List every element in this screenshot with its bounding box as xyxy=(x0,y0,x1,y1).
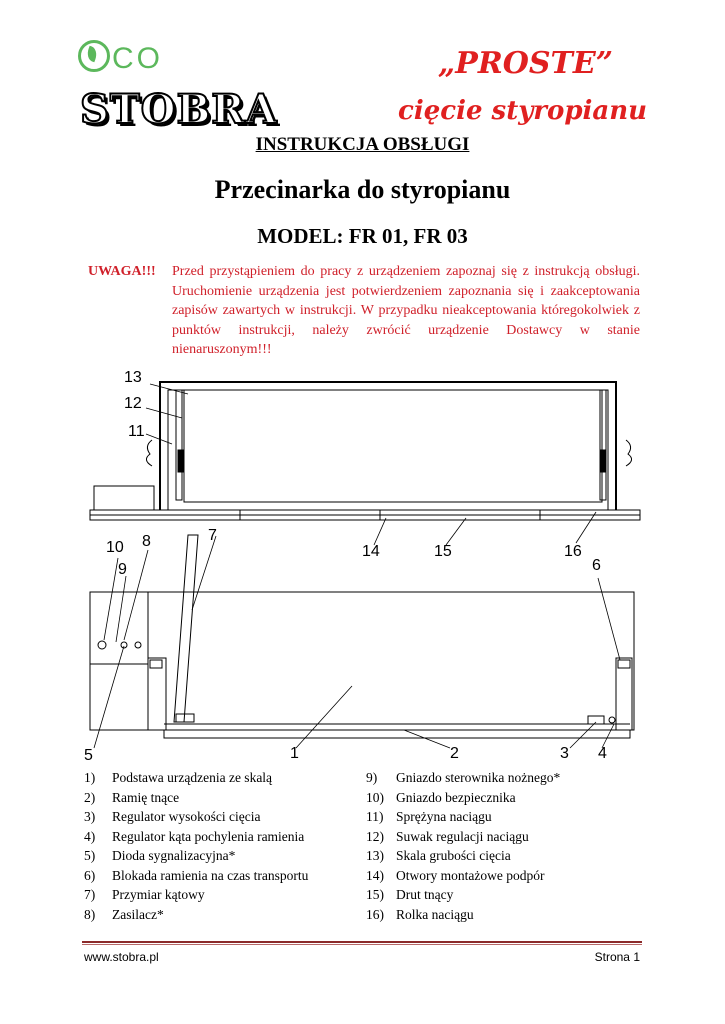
warning-lead: UWAGA!!! xyxy=(88,264,156,279)
device-diagram xyxy=(80,360,645,765)
side-view-drawing xyxy=(90,382,640,520)
list-item: 14) Otwory montażowe podpór xyxy=(366,867,545,883)
footer-url: www.stobra.pl xyxy=(84,950,159,964)
eco-logo-text: CO xyxy=(112,42,163,75)
parts-list-right xyxy=(366,768,560,924)
label-4: 4 xyxy=(598,745,607,762)
leaf-icon xyxy=(78,40,110,72)
label-14: 14 xyxy=(362,543,380,560)
label-8: 8 xyxy=(142,533,151,550)
list-item: 5) Dioda sygnalizacyjna* xyxy=(84,848,236,863)
label-2: 2 xyxy=(450,745,459,762)
model-line: MODEL: FR 01, FR 03 xyxy=(257,224,468,248)
label-11: 11 xyxy=(128,423,145,440)
eco-logo xyxy=(78,40,163,76)
list-item: 2) Ramię tnące xyxy=(84,789,180,805)
label-6: 6 xyxy=(592,557,601,574)
label-16: 16 xyxy=(564,543,582,560)
list-item: 15) Drut tnący xyxy=(366,887,454,902)
list-item: 3) Regulator wysokości cięcia xyxy=(84,809,261,824)
label-7: 7 xyxy=(208,527,217,544)
slogan-line-1: „PROSTE” xyxy=(438,46,613,81)
footer-rule xyxy=(82,941,642,943)
label-13: 13 xyxy=(124,369,142,386)
document-heading: INSTRUKCJA OBSŁUGI xyxy=(255,134,470,155)
brand-logo: STOBRA xyxy=(80,86,278,133)
list-item: 4) Regulator kąta pochylenia ramienia xyxy=(84,828,305,844)
label-12: 12 xyxy=(124,395,142,412)
list-item: 12) Suwak regulacji naciągu xyxy=(366,828,529,844)
top-view-drawing xyxy=(90,535,634,738)
footer-rule-thin xyxy=(82,944,642,945)
label-5: 5 xyxy=(84,747,93,764)
label-10: 10 xyxy=(106,539,124,556)
list-item: 10) Gniazdo bezpiecznika xyxy=(366,789,516,805)
list-item: 6) Blokada ramienia na czas transportu xyxy=(84,867,309,883)
parts-list-left xyxy=(84,768,308,924)
label-3: 3 xyxy=(560,745,569,762)
list-item: 7) Przymiar kątowy xyxy=(84,887,205,902)
label-1: 1 xyxy=(290,745,299,762)
page-number: Strona 1 xyxy=(594,950,640,964)
slogan-line-2: cięcie styropianu xyxy=(398,96,648,126)
label-9: 9 xyxy=(118,561,127,578)
list-item: 9) Gniazdo sterownika nożnego* xyxy=(366,770,561,785)
list-item: 13) Skala grubości cięcia xyxy=(366,848,511,863)
warning-text: Przed przystąpieniem do pracy z urządzeniem zapoznaj się z instrukcją obsługi. Uruchomienie urządzenia jest potwierdzeniem zapoznania się i zaakceptowania zapisów zawartych w instrukcji. W przypadku nieakceptowania któregokolwiek z punktów instrukcji, należy zwrócić urządzenie Dostawcy w stanie nienaruszonym!!! xyxy=(172,264,640,357)
list-item: 1) Podstawa urządzenia ze skalą xyxy=(84,770,273,785)
list-item: 11) Sprężyna naciągu xyxy=(366,809,492,824)
warning-block xyxy=(88,262,640,360)
list-item: 16) Rolka naciągu xyxy=(366,906,474,922)
list-item: 8) Zasilacz* xyxy=(84,906,164,922)
label-15: 15 xyxy=(434,543,452,560)
document-title: Przecinarka do styropianu xyxy=(214,175,511,204)
